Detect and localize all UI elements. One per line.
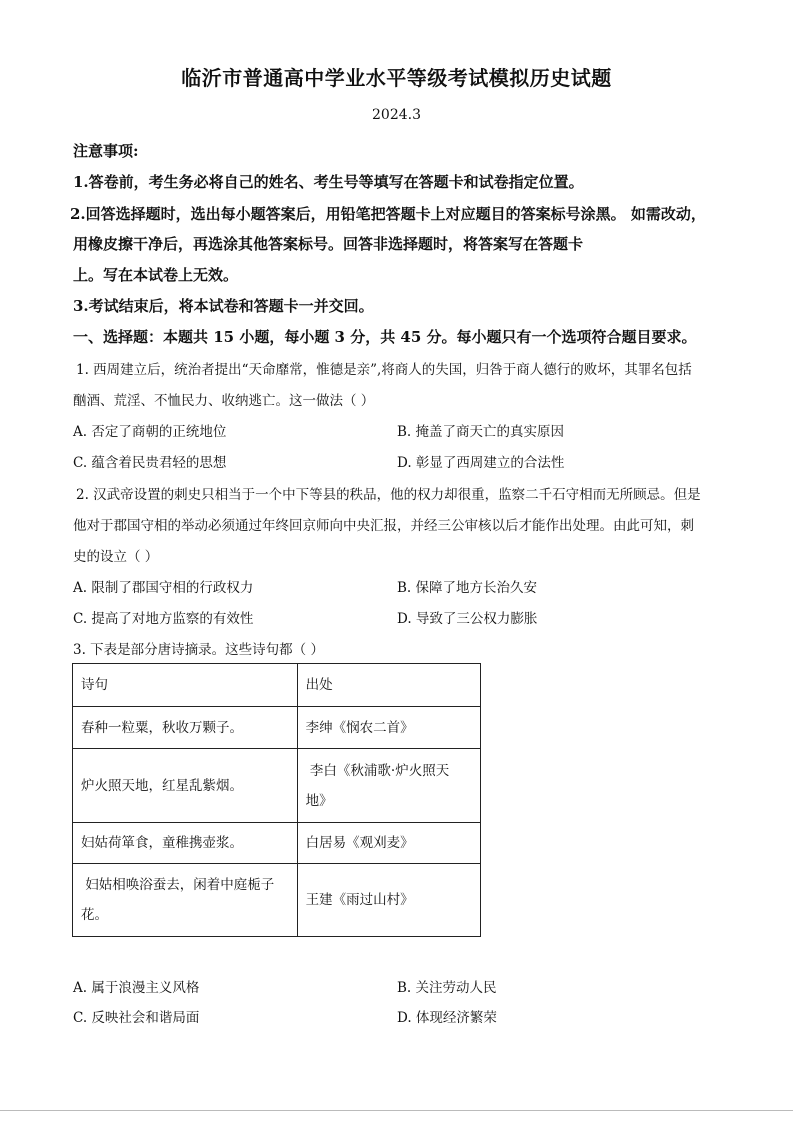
section-1-heading: 一、选择题：本题共 15 小题，每小题 3 分，共 45 分。每小题只有一个选项符合题目要求。	[73, 328, 697, 346]
q3-stem: 3. 下表是部分唐诗摘录。这些诗句都（ ）	[73, 642, 324, 658]
table-row	[73, 664, 481, 707]
table-cell-source: 白居易《观刈麦》	[297, 823, 480, 864]
table-row	[73, 749, 481, 823]
table-cell-poem: 炉火照天地，红星乱紫烟。	[73, 749, 298, 823]
notice-item-1: 1.答卷前，考生务必将自己的姓名、考生号等填写在答题卡和试卷指定位置。	[73, 173, 584, 191]
notice-item-2-line-1: 2.回答选择题时，选出每小题答案后，用铅笔把答题卡上对应题目的答案标号涂黑。 如需改动，	[70, 205, 706, 223]
table-row	[73, 864, 481, 937]
q1-option-b: B. 掩盖了商天亡的真实原因	[397, 424, 565, 440]
q2-option-a: A. 限制了郡国守相的行政权力	[73, 580, 254, 596]
q1-option-c: C. 蕴含着民贵君轻的思想	[73, 455, 227, 471]
page-bottom-divider	[0, 1110, 793, 1111]
notice-item-2-line-2: 用橡皮擦干净后，再选涂其他答案标号。回答非选择题时，将答案写在答题卡	[73, 235, 584, 253]
table-cell-source	[297, 749, 480, 823]
q2-option-b: B. 保障了地方长治久安	[397, 580, 538, 596]
notice-heading: 注意事项:	[73, 142, 139, 160]
poem-table	[72, 663, 481, 937]
q1-option-a: A. 否定了商朝的正统地位	[73, 424, 227, 440]
q1-stem-line-2: 酗酒、荒淫、不恤民力、收纳逃亡。这一做法（ ）	[73, 393, 375, 409]
q3-option-d: D. 体现经济繁荣	[397, 1010, 497, 1026]
table-cell-poem-line: 妇姑相唤浴蚕去，闲着中庭栀子	[81, 877, 275, 893]
q3-option-a: A. 属于浪漫主义风格	[73, 980, 200, 996]
table-cell-poem-line: 花。	[81, 907, 108, 923]
table-cell-poem	[73, 864, 298, 937]
q1-option-d: D. 彰显了西周建立的合法性	[397, 455, 565, 471]
q2-stem-line-1: 2. 汉武帝设置的刺史只相当于一个中下等县的秩品，他的权力却很重，监察二千石守相而无所顾忌。但是	[76, 487, 701, 503]
table-cell-poem: 春种一粒粟，秋收万颗子。	[73, 707, 298, 749]
notice-item-2-line-3: 上。写在本试卷上无效。	[73, 266, 239, 284]
table-cell-source-line: 李白《秋浦歌·炉火照天	[305, 762, 450, 779]
table-cell-source: 王建《雨过山村》	[297, 864, 480, 937]
q2-stem-line-2: 他对于郡国守相的举动必须通过年终回京师向中央汇报，并经三公审核以后才能作出处理。由此可知，刺	[73, 518, 694, 534]
q2-option-d: D. 导致了三公权力膨胀	[397, 611, 538, 627]
exam-title: 临沂市普通高中学业水平等级考试模拟历史试题	[181, 66, 612, 90]
table-cell-poem: 妇姑荷箪食，童稚携壶浆。	[73, 823, 298, 864]
table-header-source: 出处	[297, 664, 480, 707]
q2-stem-line-3: 史的设立（ ）	[73, 549, 159, 565]
table-row	[73, 707, 481, 749]
q1-stem-line-1: 1. 西周建立后，统治者提出“天命靡常，惟德是亲”,将商人的失国，归咎于商人德行的败坏，其罪名包括	[76, 362, 692, 378]
exam-date: 2024.3	[372, 107, 421, 123]
q3-option-b: B. 关注劳动人民	[397, 980, 497, 996]
table-row	[73, 823, 481, 864]
table-cell-source: 李绅《悯农二首》	[297, 707, 480, 749]
q3-option-c: C. 反映社会和谐局面	[73, 1010, 200, 1026]
notice-item-3: 3.考试结束后，将本试卷和答题卡一并交回。	[73, 297, 374, 315]
q2-option-c: C. 提高了对地方监察的有效性	[73, 611, 254, 627]
table-header-poem: 诗句	[73, 664, 298, 707]
table-cell-source-line: 地》	[305, 792, 333, 809]
